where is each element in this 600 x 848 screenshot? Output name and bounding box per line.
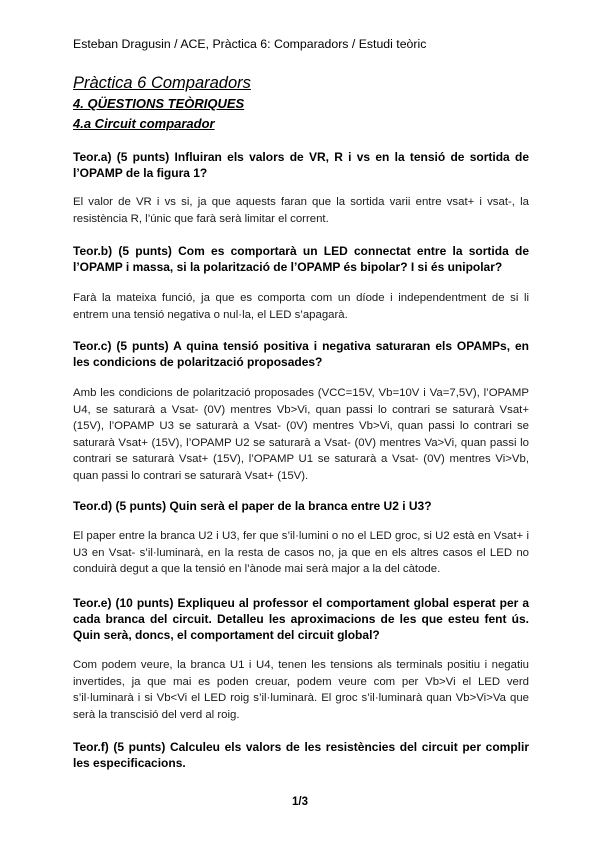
answer-b: Farà la mateixa funció, ja que es comporta com un díode i independentment de si li entrem una tensió negativa o nul·la, el LED s’apagarà. xyxy=(73,292,529,321)
answer-a: El valor de VR i vs si, ja que aquests faran que la sortida varii entre vsat+ i vsat-, la resistència R, l’únic que farà serà limitar el corrent. xyxy=(73,196,529,225)
question-e: Teor.e) (10 punts) Expliqueu al professor el comportament global esperat per a cada branca del circuit. Detalleu les aproximacions de les que esteu fent ús. Quin serà, doncs, el comportament del circuit global? xyxy=(73,596,529,642)
page-title: Pràctica 6 Comparadors xyxy=(73,74,251,92)
section-heading: 4. QÜESTIONS TEÒRIQUES xyxy=(73,96,245,111)
question-b: Teor.b) (5 punts) Com es comportarà un LED connectat entre la sortida de l’OPAMP i massa, si la polarització de l’OPAMP és bipolar? I si és unipolar? xyxy=(73,244,529,274)
answer-d: El paper entre la branca U2 i U3, fer que s’il·lumini o no el LED groc, si U2 està en Vsat+ i U3 en Vsat- s’il·luminarà, en la resta de casos no, ja que en els altres casos el LED no conduirà degut a que la tensió en l’ànode mai serà major a la del càtode. xyxy=(73,530,529,575)
answer-c: Amb les condicions de polarització proposades (VCC=15V, Vb=10V i Va=7,5V), l’OPAMP U4, se saturarà a Vsat- (0V) mentres Vb>Vi, quan passi lo contrari se saturarà Vsat+ (15V), l’OPAMP U3 se saturarà a Vsat- (0V) mentres Vb>Vi, quan passi lo contrari se saturarà Vsat+ (15V), l’OPAMP U2 se saturarà a Vsat- (0V) mentres Va>Vi, quan passi lo contrari se saturarà Vsat+ (15V), l’OPAMP U1 se saturarà a Vsat- (0V) mentres Vi>Vb, quan passi lo contrari se saturarà Vsat+ (15V). xyxy=(73,387,529,482)
question-a: Teor.a) (5 punts) Influiran els valors de VR, R i vs en la tensió de sortida de l’OPAMP de la figura 1? xyxy=(73,150,529,180)
question-c: Teor.c) (5 punts) A quina tensió positiva i negativa saturaran els OPAMPs, en les condicions de polarització proposades? xyxy=(73,339,529,369)
answer-e: Com podem veure, la branca U1 i U4, tenen les tensions als terminals positiu i negatiu invertides, ja que mai es poden creuar, podem veure com per Vb>Vi el LED verd s’il·luminarà i si Vb<Vi el LED roig s’il·luminarà. El groc s’il·luminarà quan Vb>Vi>Va que serà la transcisió del verd al roig. xyxy=(73,659,529,721)
subsection-heading: 4.a Circuit comparador xyxy=(73,116,215,131)
page-number: 1/3 xyxy=(292,796,308,808)
page-header: Esteban Dragusin / ACE, Pràctica 6: Comparadors / Estudi teòric xyxy=(73,37,427,51)
question-f: Teor.f) (5 punts) Calculeu els valors de les resistències del circuit per complir les especificacions. xyxy=(73,740,529,770)
question-d: Teor.d) (5 punts) Quin serà el paper de la branca entre U2 i U3? xyxy=(73,499,432,513)
